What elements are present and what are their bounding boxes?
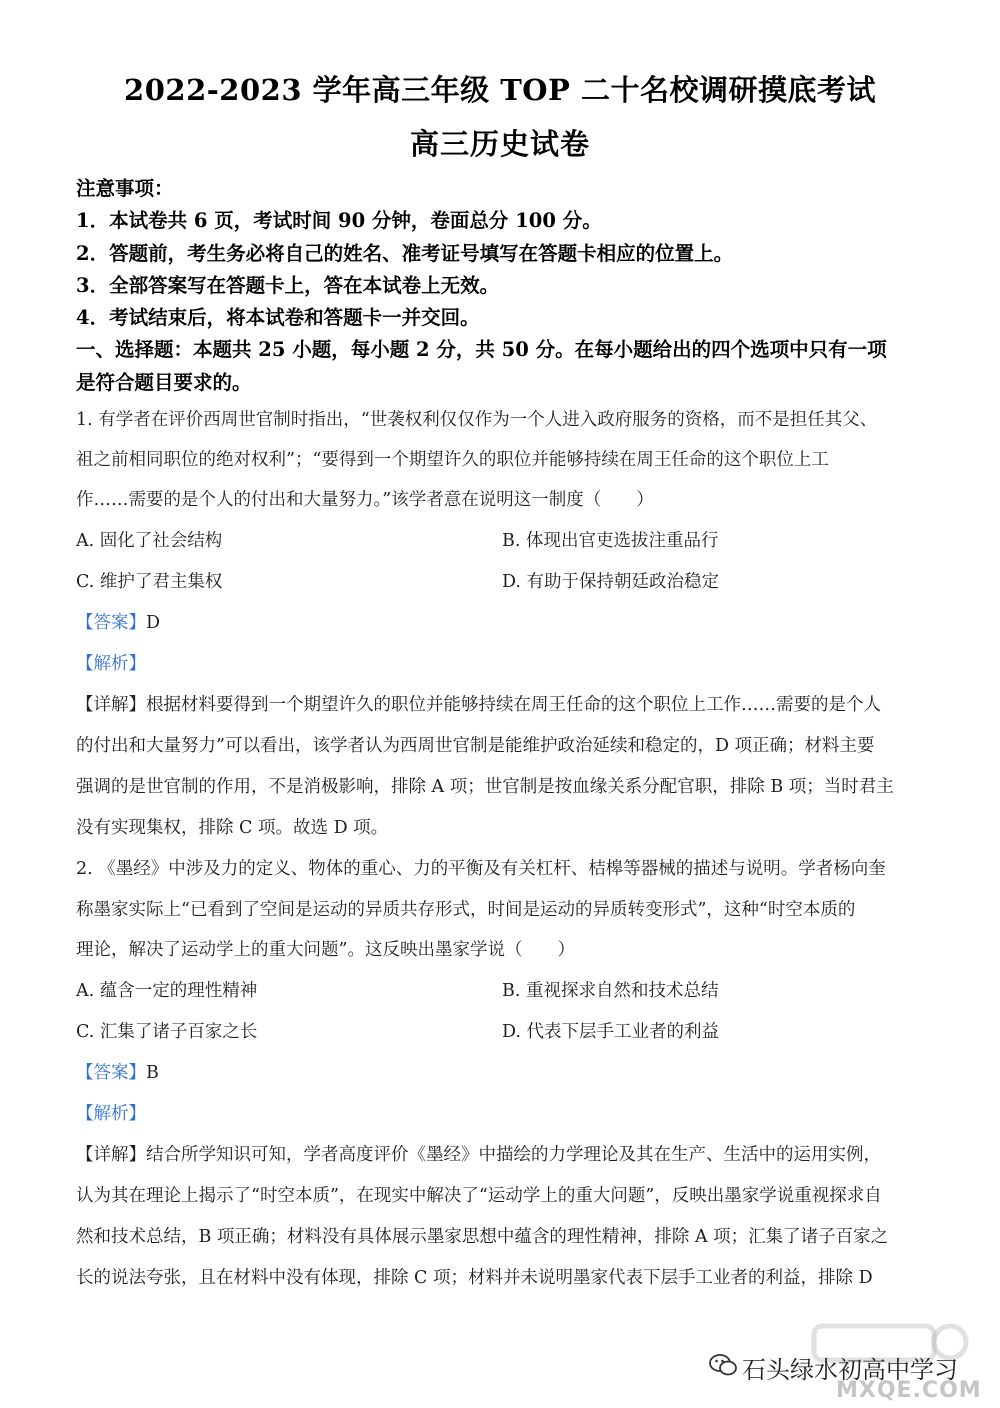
note-item-4: 4．考试结束后，将本试卷和答题卡一并交回。 <box>76 306 480 329</box>
q2-detail-line2: 认为其在理论上揭示了“时空本质”，在现实中解决了“运动学上的重大问题”，反映出墨家学说重视探求自 <box>76 1186 882 1206</box>
q1-option-b: B. 体现出官吏选拔注重品行 <box>502 531 719 551</box>
watermark-site: MXQE.COM <box>836 1378 982 1403</box>
exam-title: 2022-2023 学年高三年级 TOP 二十名校调研摸底考试 <box>124 73 876 107</box>
q1-detail-tag: 【详解】 <box>76 695 146 715</box>
q1-stem-line3: 作……需要的是个人的付出和大量努力。”该学者意在说明这一制度（ ） <box>76 490 654 510</box>
q1-option-a: A. 固化了社会结构 <box>76 531 223 551</box>
q1-detail-line3: 强调的是世官制的作用，不是消极影响，排除 A 项；世官制是按血缘关系分配官职，排除 B 项；当时君主 <box>76 777 894 797</box>
watermark-account: 石头绿水初高中学习 <box>742 1356 958 1384</box>
q2-stem-line1: 2. 《墨经》中涉及力的定义、物体的重心、力的平衡及有关杠杆、桔槔等器械的描述与说明。学者杨向奎 <box>76 859 886 879</box>
q1-detail-line2: 的付出和大量努力”可以看出，该学者认为西周世官制是能维护政治延续和稳定的，D 项正确；材料主要 <box>76 736 875 756</box>
q1-detail-line1 <box>76 691 881 716</box>
wechat-icon <box>708 1352 738 1378</box>
q2-option-d: D. 代表下层手工业者的利益 <box>502 1022 720 1042</box>
q2-detail-line1 <box>76 1141 881 1166</box>
q2-answer <box>76 1059 159 1084</box>
q2-option-c: C. 汇集了诸子百家之长 <box>76 1022 258 1042</box>
q2-detail-text1: 结合所学知识可知，学者高度评价《墨经》中描绘的力学理论及其在生产、生活中的运用实例， <box>146 1145 881 1165</box>
section-heading-line2: 是符合题目要求的。 <box>76 371 252 394</box>
q1-analysis-tag: 【解析】 <box>76 654 146 674</box>
notes-heading: 注意事项： <box>76 177 174 200</box>
q2-answer-value: B <box>146 1063 159 1083</box>
q2-stem-line2: 称墨家实际上“已看到了空间是运动的异质共存形式，时间是运动的异质转变形式”，这种“时空本质的 <box>76 900 856 920</box>
note-item-2: 2．答题前，考生务必将自己的姓名、准考证号填写在答题卡相应的位置上。 <box>76 242 734 265</box>
q2-option-a: A. 蕴含一定的理性精神 <box>76 981 258 1001</box>
q1-option-c: C. 维护了君主集权 <box>76 572 223 592</box>
q2-detail-line3: 然和技术总结，B 项正确；材料没有具体展示墨家思想中蕴含的理性精神，排除 A 项；汇集了诸子百家之 <box>76 1227 889 1247</box>
q1-stem-line2: 祖之前相同职位的绝对权利”；“要得到一个期望许久的职位并能够持续在周王任命的这个职位上工 <box>76 450 829 470</box>
q1-answer-tag: 【答案】 <box>76 613 146 633</box>
note-item-1: 1．本试卷共 6 页，考试时间 90 分钟，卷面总分 100 分。 <box>76 209 602 232</box>
q1-stem-line1: 1. 有学者在评价西周世官制时指出，“世袭权利仅仅作为一个人进入政府服务的资格，而不是担任其父、 <box>76 410 878 430</box>
q1-option-d: D. 有助于保持朝廷政治稳定 <box>502 572 720 592</box>
q1-detail-line4: 没有实现集权，排除 C 项。故选 D 项。 <box>76 818 389 838</box>
q1-detail-text1: 根据材料要得到一个期望许久的职位并能够持续在周王任命的这个职位上工作……需要的是个人 <box>146 695 881 715</box>
q2-option-b: B. 重视探求自然和技术总结 <box>502 981 719 1001</box>
note-item-3: 3．全部答案写在答题卡上，答在本试卷上无效。 <box>76 274 500 297</box>
exam-subtitle: 高三历史试卷 <box>409 127 590 161</box>
q2-detail-line4: 长的说法夸张，且在材料中没有体现，排除 C 项；材料并未说明墨家代表下层手工业者的利益，排除 D <box>76 1268 873 1288</box>
q2-stem-line3: 理论，解决了运动学上的重大问题”。这反映出墨家学说（ ） <box>76 940 575 960</box>
q1-answer <box>76 609 160 634</box>
q2-detail-tag: 【详解】 <box>76 1145 146 1165</box>
q1-answer-value: D <box>146 613 161 633</box>
q2-answer-tag: 【答案】 <box>76 1063 146 1083</box>
q2-analysis-tag: 【解析】 <box>76 1104 146 1124</box>
section-heading-line1: 一、选择题：本题共 25 小题，每小题 2 分，共 50 分。在每小题给出的四个选项中只有一项 <box>76 338 887 361</box>
